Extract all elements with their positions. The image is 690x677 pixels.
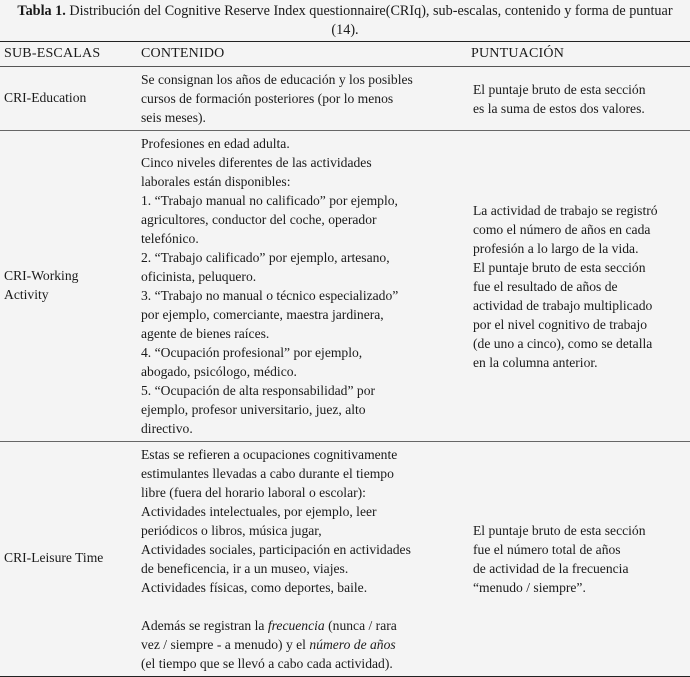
content-line: laborales están disponibles: [141,174,291,189]
score-cell [467,442,690,677]
content-line: por ejemplo, comerciante, maestra jardinera, [141,307,384,322]
score-line: El puntaje bruto de esta sección [473,81,646,97]
content-line: libre (fuera del horario laboral o escolar): [141,485,366,500]
table-caption [4,2,686,40]
content-line: Actividades sociales, participación en actividades [141,542,411,557]
score-line: La actividad de trabajo se registró [473,202,658,218]
cri-table [0,41,690,677]
score-cell [467,131,690,442]
score-cell [467,67,690,131]
content-line: Estas se refieren a ocupaciones cognitivamente [141,447,398,462]
content-line: telefónico. [141,231,199,246]
content-line: Cinco niveles diferentes de las actividades [141,155,372,170]
content-line: Profesiones en edad adulta. [141,136,290,151]
caption-text: Distribución del Cognitive Reserve Index questionnaire(CRIq), sub-escalas, contenido y forma de puntuar (14). [69,3,673,38]
score-line: como el número de años en cada [473,221,651,237]
content-line: 5. “Ocupación de alta responsabilidad” por [141,383,376,398]
score-line: por el nivel cognitivo de trabajo [473,316,648,332]
content-line: ejemplo, profesor universitario, juez, alto [141,402,366,417]
score-line: actividad de trabajo multiplicado [473,297,653,313]
content-line: agente de bienes raíces. [141,326,270,341]
content-line: 1. “Trabajo manual no calificado” por ejemplo, [141,193,398,208]
text-run: vez / siempre - a menudo) y el [141,637,310,652]
content-line: 3. “Trabajo no manual o técnico especializado” [141,288,399,303]
score-line: profesión a lo largo de la vida. [473,240,639,256]
paragraph-gap [141,597,463,616]
emphasis-frequency: frecuencia [267,618,325,633]
text-run: Además se registran la [141,618,268,633]
header-row [0,42,690,67]
subscale-cell: CRI-Education [0,67,137,131]
score-line: (de uno a cinco), como se detalla [473,335,653,351]
content-line: abogado, psicólogo, médico. [141,364,297,379]
score-line: en la columna anterior. [473,354,598,370]
row-cri-working-activity [0,131,690,442]
content-cell [137,67,467,131]
score-line: fue el número total de años [473,542,621,557]
content-line: 2. “Trabajo calificado” por ejemplo, artesano, [141,250,390,265]
content-line: Actividades intelectuales, por ejemplo, leer [141,504,377,519]
content-line: Actividades físicas, como deportes, baile. [141,580,368,595]
content-line: Se consignan los años de educación y los posibles [141,72,413,87]
content-line [141,635,463,654]
score-line: “menudo / siempre”. [473,580,586,595]
content-line: periódicos o libros, música jugar, [141,523,322,538]
emphasis-years: número de años [309,637,396,652]
content-line: directivo. [141,421,193,436]
score-line: El puntaje bruto de esta sección [473,523,646,538]
content-line: cursos de formación posteriores (por lo menos [141,91,394,106]
content-line: de beneficencia, ir a un museo, viajes. [141,561,349,576]
header-content: CONTENIDO [137,42,467,67]
subscale-cell: CRI-Leisure Time [0,442,137,677]
content-line: (el tiempo que se llevó a cabo cada actividad). [141,656,393,671]
content-cell [137,442,467,677]
text-run: (nunca / rara [324,618,397,633]
content-cell [137,131,467,442]
header-subscales: SUB-ESCALAS [0,42,137,67]
content-line: agricultores, conductor del coche, operador [141,212,377,227]
score-line: fue el resultado de años de [473,278,618,294]
score-line: El puntaje bruto de esta sección [473,259,646,275]
caption-label: Tabla 1. [17,3,66,19]
content-line: 4. “Ocupación profesional” por ejemplo, [141,345,363,360]
subscale-line: CRI-Working [4,267,79,283]
content-line: estimulantes llevadas a cabo durante el tiempo [141,466,394,481]
content-line [141,616,463,635]
content-line: oficinista, peluquero. [141,269,257,284]
header-score: PUNTUACIÓN [467,42,690,67]
subscale-line: Activity [4,286,49,302]
row-cri-leisure-time [0,442,690,677]
score-line: es la suma de estos dos valores. [473,100,645,116]
content-line: seis meses). [141,110,206,125]
subscale-cell [0,131,137,442]
score-line: de actividad de la frecuencia [473,561,629,576]
row-cri-education [0,67,690,131]
